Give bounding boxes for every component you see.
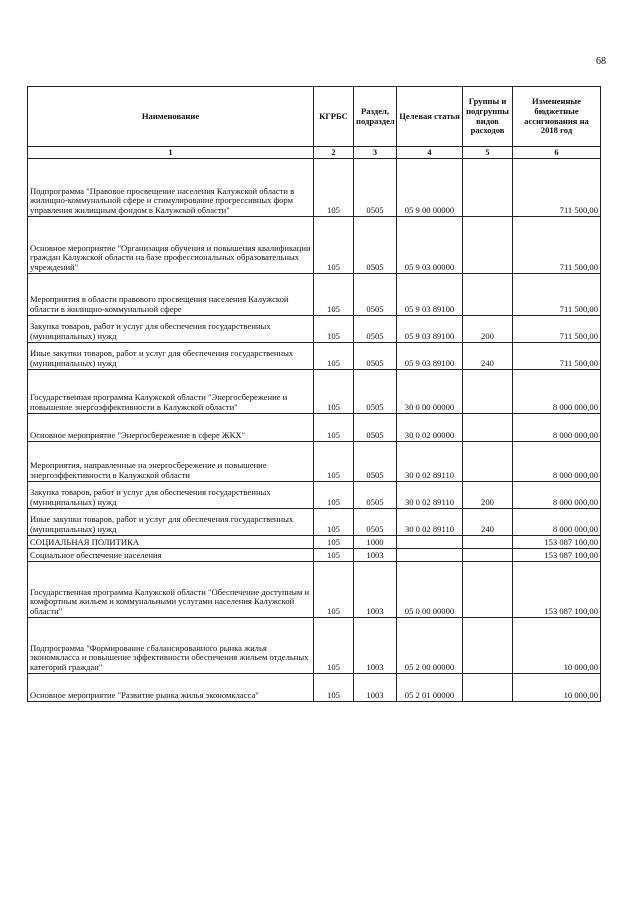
row-gruppy: 240: [463, 509, 513, 536]
row-celevaya: 30 0 02 89110: [397, 442, 463, 482]
row-razdel: 0505: [354, 509, 397, 536]
table-row: [28, 442, 601, 482]
row-kgrbs: 105: [314, 618, 354, 674]
row-name: Закупка товаров, работ и услуг для обеспечения государственных (муниципальных) нужд: [28, 482, 314, 509]
table-row: [28, 217, 601, 274]
row-razdel: 1003: [354, 549, 397, 562]
table-row: [28, 536, 601, 549]
row-celevaya: 30 0 02 89110: [397, 509, 463, 536]
row-amount: 8 000 000,00: [513, 482, 601, 509]
row-gruppy: [463, 562, 513, 618]
row-kgrbs: 105: [314, 159, 354, 217]
row-gruppy: [463, 274, 513, 316]
column-number: 5: [463, 147, 513, 159]
row-celevaya: 30 0 00 00000: [397, 370, 463, 414]
row-gruppy: 200: [463, 316, 513, 343]
row-celevaya: 05 0 00 00000: [397, 562, 463, 618]
row-amount: 10 000,00: [513, 618, 601, 674]
row-razdel: 0505: [354, 274, 397, 316]
row-kgrbs: 105: [314, 674, 354, 702]
row-kgrbs: 105: [314, 217, 354, 274]
page-number: 68: [596, 56, 606, 67]
row-kgrbs: 105: [314, 549, 354, 562]
budget-table: [27, 86, 601, 702]
table-row: [28, 316, 601, 343]
row-celevaya: 30 0 02 89110: [397, 482, 463, 509]
row-amount: 711 500,00: [513, 159, 601, 217]
row-gruppy: [463, 414, 513, 442]
row-name: Мероприятия в области правового просвещения населения Калужской области в жилищно-коммунальной сфере: [28, 274, 314, 316]
row-kgrbs: 105: [314, 442, 354, 482]
row-razdel: 0505: [354, 316, 397, 343]
row-name: Иные закупки товаров, работ и услуг для обеспечения государственных (муниципальных) нужд: [28, 509, 314, 536]
row-celevaya: [397, 536, 463, 549]
row-gruppy: [463, 618, 513, 674]
row-gruppy: [463, 536, 513, 549]
column-number-row: [28, 147, 601, 159]
table-row: [28, 159, 601, 217]
row-amount: 8 000 000,00: [513, 442, 601, 482]
row-amount: 153 087 100,00: [513, 562, 601, 618]
row-kgrbs: 105: [314, 316, 354, 343]
row-amount: 8 000 000,00: [513, 414, 601, 442]
table-row: [28, 549, 601, 562]
row-amount: 711 500,00: [513, 316, 601, 343]
table-row: [28, 274, 601, 316]
row-name: Основное мероприятие "Энергосбережение в сфере ЖКХ": [28, 414, 314, 442]
table-row: [28, 562, 601, 618]
row-kgrbs: 105: [314, 536, 354, 549]
row-celevaya: 05 2 00 00000: [397, 618, 463, 674]
row-razdel: 1003: [354, 562, 397, 618]
row-razdel: 0505: [354, 414, 397, 442]
row-kgrbs: 105: [314, 414, 354, 442]
row-kgrbs: 105: [314, 370, 354, 414]
row-razdel: 1003: [354, 618, 397, 674]
table-row: [28, 618, 601, 674]
row-gruppy: [463, 370, 513, 414]
row-razdel: 1003: [354, 674, 397, 702]
row-celevaya: 05 9 03 89100: [397, 316, 463, 343]
column-number: 4: [397, 147, 463, 159]
header-razdel: Раздел, подраздел: [354, 87, 397, 147]
row-kgrbs: 105: [314, 274, 354, 316]
row-celevaya: 05 9 03 89100: [397, 343, 463, 370]
row-name: Подпрограмма "Правовое просвещение населения Калужской области в жилищно-коммунальной сфере и стимулирование прогрессивных форм управления жилищным фондом в Калужской области": [28, 159, 314, 217]
table-header-row: [28, 87, 601, 147]
column-number: 1: [28, 147, 314, 159]
row-celevaya: 05 9 00 00000: [397, 159, 463, 217]
row-name: Государственная программа Калужской области "Энергосбережение и повышение энергоэффективности в Калужской области": [28, 370, 314, 414]
row-gruppy: [463, 217, 513, 274]
row-celevaya: [397, 549, 463, 562]
row-gruppy: [463, 442, 513, 482]
row-razdel: 0505: [354, 370, 397, 414]
row-celevaya: 05 9 03 00000: [397, 217, 463, 274]
row-name: Основное мероприятие "Организация обучения и повышения квалификации граждан Калужской области на базе профессиональных образовательных учреждений": [28, 217, 314, 274]
header-gruppy: Группы и подгруппы видов расходов: [463, 87, 513, 147]
row-razdel: 0505: [354, 442, 397, 482]
row-celevaya: 05 9 03 89100: [397, 274, 463, 316]
row-name: Мероприятия, направленные на энергосбережение и повышение энергоэффективности в Калужской области: [28, 442, 314, 482]
row-gruppy: [463, 674, 513, 702]
row-gruppy: 240: [463, 343, 513, 370]
row-name: Основное мероприятие "Развитие рынка жилья экономкласса": [28, 674, 314, 702]
row-razdel: 0505: [354, 217, 397, 274]
row-name: СОЦИАЛЬНАЯ ПОЛИТИКА: [28, 536, 314, 549]
row-amount: 711 500,00: [513, 217, 601, 274]
table-row: [28, 482, 601, 509]
row-gruppy: 200: [463, 482, 513, 509]
row-razdel: 1000: [354, 536, 397, 549]
row-gruppy: [463, 549, 513, 562]
row-amount: 8 000 000,00: [513, 370, 601, 414]
table-row: [28, 343, 601, 370]
row-razdel: 0505: [354, 482, 397, 509]
column-number: 3: [354, 147, 397, 159]
row-gruppy: [463, 159, 513, 217]
row-celevaya: 05 2 01 00000: [397, 674, 463, 702]
row-kgrbs: 105: [314, 562, 354, 618]
column-number: 2: [314, 147, 354, 159]
row-name: Социальное обеспечение населения: [28, 549, 314, 562]
row-amount: 153 087 100,00: [513, 549, 601, 562]
row-amount: 8 000 000,00: [513, 509, 601, 536]
row-amount: 153 087 100,00: [513, 536, 601, 549]
header-name: Наименование: [28, 87, 314, 147]
row-amount: 711 500,00: [513, 274, 601, 316]
row-kgrbs: 105: [314, 482, 354, 509]
table-row: [28, 509, 601, 536]
row-name: Закупка товаров, работ и услуг для обеспечения государственных (муниципальных) нужд: [28, 316, 314, 343]
row-kgrbs: 105: [314, 343, 354, 370]
header-kgrbs: КГРБС: [314, 87, 354, 147]
table-row: [28, 674, 601, 702]
row-celevaya: 30 0 02 00000: [397, 414, 463, 442]
column-number: 6: [513, 147, 601, 159]
row-name: Государственная программа Калужской области "Обеспечение доступным и комфортным жильем и коммунальными услугами населения Калужской области": [28, 562, 314, 618]
row-name: Иные закупки товаров, работ и услуг для обеспечения государственных (муниципальных) нужд: [28, 343, 314, 370]
row-kgrbs: 105: [314, 509, 354, 536]
table-row: [28, 370, 601, 414]
row-amount: 10 000,00: [513, 674, 601, 702]
row-razdel: 0505: [354, 343, 397, 370]
row-razdel: 0505: [354, 159, 397, 217]
table-row: [28, 414, 601, 442]
row-name: Подпрограмма "Формирование сбалансированного рынка жилья экономкласса и повышение эффективности обеспечения жильем отдельных категорий граждан": [28, 618, 314, 674]
row-amount: 711 500,00: [513, 343, 601, 370]
header-celevaya: Целевая статья: [397, 87, 463, 147]
header-amount: Измененные бюджетные ассигнования на 2018 год: [513, 87, 601, 147]
